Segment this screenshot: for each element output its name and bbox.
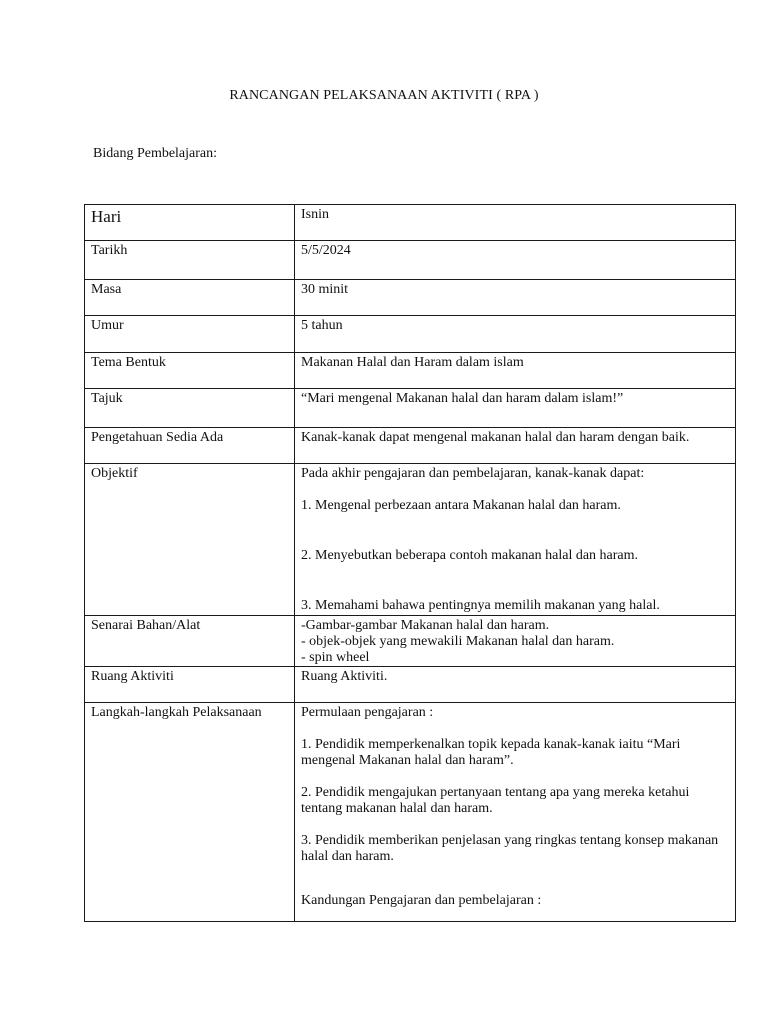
bahan-item: -Gambar-gambar Makanan halal dan haram.: [301, 618, 550, 633]
document-title: RANCANGAN PELAKSANAAN AKTIVITI ( RPA ): [229, 88, 539, 103]
row-label: Masa: [85, 280, 295, 316]
row-value: 30 minit: [295, 280, 736, 316]
table-row-masa: [85, 280, 736, 316]
langkah-step: 3. Pendidik memberikan penjelasan yang ringkas tentang konsep makanan halal dan haram.: [301, 833, 719, 864]
row-value: Kanak-kanak dapat mengenal makanan halal dan haram dengan baik.: [295, 428, 736, 464]
langkah-heading: Permulaan pengajaran :: [301, 705, 434, 720]
row-label: Tajuk: [85, 389, 295, 428]
row-label: Langkah-langkah Pelaksanaan: [85, 703, 295, 922]
table-row-hari: [85, 205, 736, 241]
row-label: Hari: [85, 205, 295, 241]
row-label: Ruang Aktiviti: [85, 667, 295, 703]
table-row-objektif: [85, 464, 736, 616]
table-row-umur: [85, 316, 736, 353]
row-label: Objektif: [85, 464, 295, 616]
bahan-item: - objek-objek yang mewakili Makanan halal dan haram.: [301, 634, 615, 649]
row-label: Pengetahuan Sedia Ada: [85, 428, 295, 464]
row-value: 5/5/2024: [295, 241, 736, 280]
bahan-item: - spin wheel: [301, 650, 370, 665]
rpa-table: [84, 204, 736, 922]
row-value: Makanan Halal dan Haram dalam islam: [295, 353, 736, 389]
row-value: Ruang Aktiviti.: [295, 667, 736, 703]
objektif-item: 2. Menyebutkan beberapa contoh makanan halal dan haram.: [301, 548, 639, 563]
row-value: [295, 703, 736, 922]
table-row-langkah: [85, 703, 736, 922]
row-value: “Mari mengenal Makanan halal dan haram dalam islam!”: [295, 389, 736, 428]
row-value: [295, 464, 736, 616]
row-label: Tarikh: [85, 241, 295, 280]
langkah-step: 1. Pendidik memperkenalkan topik kepada kanak-kanak iaitu “Mari mengenal Makanan halal dan haram”.: [301, 737, 681, 768]
objektif-item: 3. Memahami bahawa pentingnya memilih makanan yang halal.: [301, 598, 660, 613]
bidang-pembelajaran-label: Bidang Pembelajaran:: [93, 146, 218, 161]
row-label: Umur: [85, 316, 295, 353]
table-row-pengetahuan: [85, 428, 736, 464]
objektif-item: 1. Mengenal perbezaan antara Makanan halal dan haram.: [301, 498, 621, 513]
row-label: Tema Bentuk: [85, 353, 295, 389]
row-label: Senarai Bahan/Alat: [85, 616, 295, 667]
langkah-footer: Kandungan Pengajaran dan pembelajaran :: [301, 893, 542, 908]
table-row-tajuk: [85, 389, 736, 428]
table-row-bahan: [85, 616, 736, 667]
objektif-intro: Pada akhir pengajaran dan pembelajaran, kanak-kanak dapat:: [301, 466, 645, 481]
row-value: Isnin: [295, 205, 736, 241]
row-value: 5 tahun: [295, 316, 736, 353]
table-row-ruang: [85, 667, 736, 703]
row-value: [295, 616, 736, 667]
table-row-tema: [85, 353, 736, 389]
langkah-step: 2. Pendidik mengajukan pertanyaan tentang apa yang mereka ketahui tentang makanan halal dan haram.: [301, 785, 690, 816]
table-row-tarikh: [85, 241, 736, 280]
